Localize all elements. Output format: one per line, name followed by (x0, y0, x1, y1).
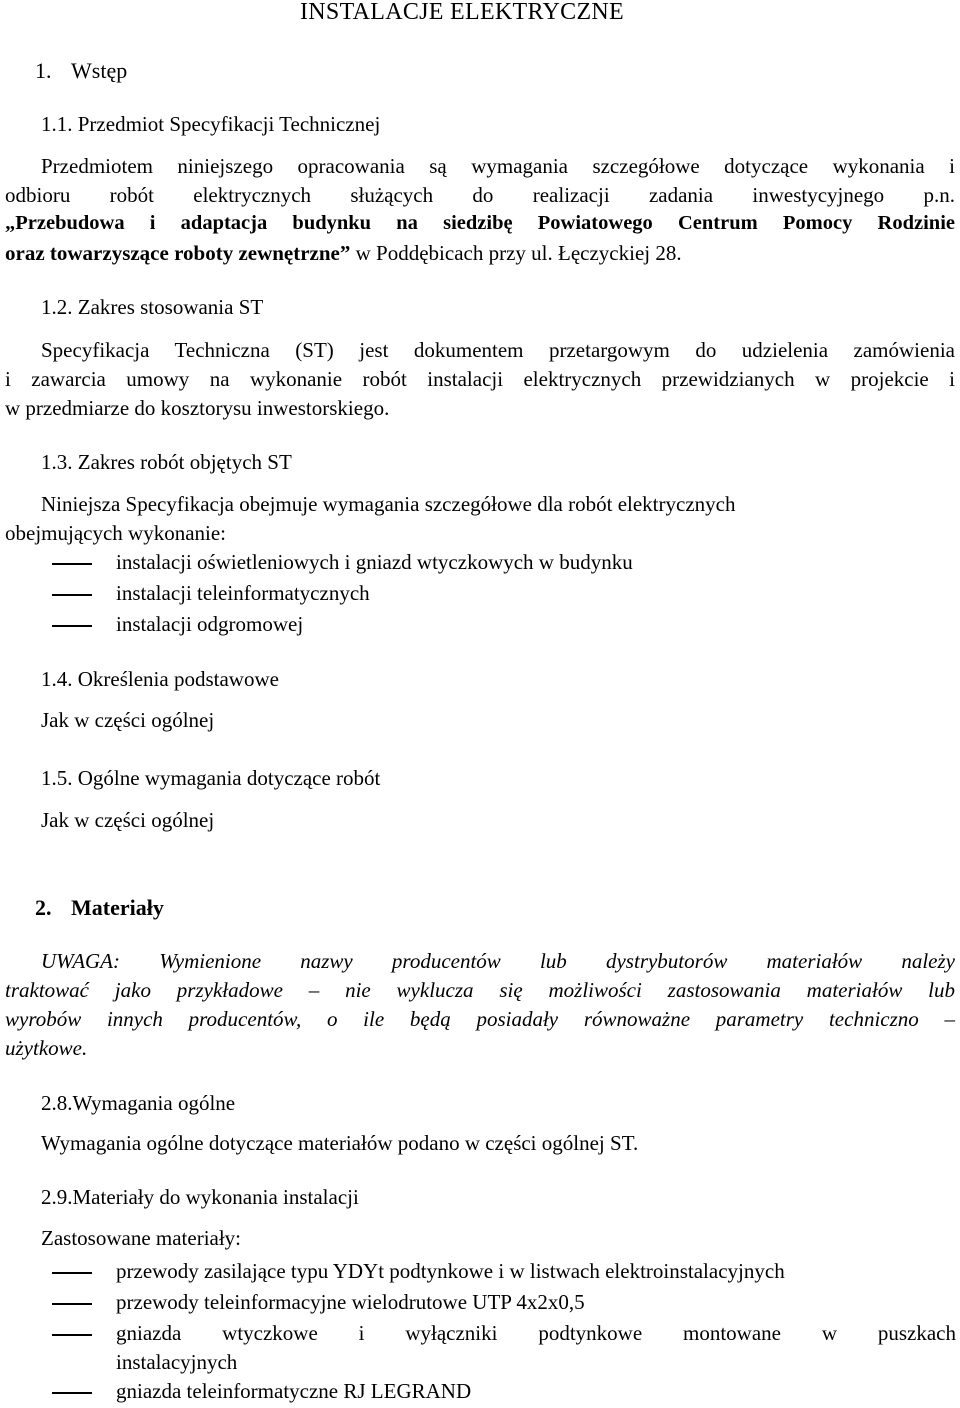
list-dash (52, 625, 92, 627)
s29-list-item: przewody teleinformacyjne wielodrutowe UTP 4x2x0,5 (116, 1290, 585, 1314)
list-dash (52, 1392, 92, 1394)
s29-list-item: gniazda wtyczkowe i wyłączniki podtynkowe montowane w puszkach (116, 1321, 956, 1345)
s11-line-4-rest: w Poddębicach przy ul. Łęczyckiej 28. (350, 241, 682, 265)
note-line-1 (41, 947, 955, 975)
s12-line-1: Specyfikacja Techniczna (ST) jest dokumentem przetargowym do udzielenia zamówienia (41, 338, 955, 362)
section-1-heading: Wstęp (71, 58, 128, 83)
s13-line-1: Niniejsza Specyfikacja obejmuje wymagania szczegółowe dla robót elektrycznych (41, 492, 736, 516)
s13-line-2: obejmujących wykonanie: (5, 521, 227, 545)
s11-line-2: odbioru robót elektrycznych służących do realizacji zadania inwestycyjnego p.n. (5, 183, 955, 207)
section-1-4-heading: 1.4. Określenia podstawowe (41, 667, 279, 691)
note-line-4: użytkowe. (5, 1036, 88, 1060)
s11-line-1: Przedmiotem niniejszego opracowania są wymagania szczegółowe dotyczące wykonania i (41, 154, 955, 178)
s12-line-3: w przedmiarze do kosztorysu inwestorskiego. (5, 396, 390, 420)
list-dash (52, 1334, 92, 1336)
section-1-1-heading: 1.1. Przedmiot Specyfikacji Technicznej (41, 112, 381, 136)
note-line-2: traktować jako przykładowe – nie wyklucza się możliwości zastosowania materiałów lub (5, 978, 955, 1002)
s29-list-item: przewody zasilające typu YDYt podtynkowe i w listwach elektroinstalacyjnych (116, 1259, 785, 1283)
s29-list-item: gniazda teleinformatyczne RJ LEGRAND (116, 1379, 472, 1403)
s12-line-2: i zawarcia umowy na wykonanie robót instalacji elektrycznych przewidzianych w projekcie i (5, 367, 955, 391)
s11-line-4 (5, 239, 955, 267)
s29-intro: Zastosowane materiały: (41, 1226, 242, 1250)
s13-list-item: instalacji teleinformatycznych (116, 581, 370, 605)
s11-line-3-project-name: „Przebudowa i adaptacja budynku na siedzibę Powiatowego Centrum Pomocy Rodzinie (5, 212, 955, 234)
list-dash (52, 594, 92, 596)
list-dash (52, 1303, 92, 1305)
note-line-3: wyrobów innych producentów, o ile będą posiadały równoważne parametry techniczno – (5, 1007, 955, 1031)
section-2-heading: Materiały (71, 895, 164, 920)
s13-list-item: instalacji oświetleniowych i gniazd wtyczkowych w budynku (116, 550, 633, 574)
list-dash (52, 563, 92, 565)
section-2-9-heading: 2.9.Materiały do wykonania instalacji (41, 1185, 359, 1209)
s11-line-4-bold: oraz towarzyszące roboty zewnętrzne” (5, 241, 351, 265)
note-line-1-text: Wymienione nazwy producentów lub dystrybutorów materiałów należy (159, 949, 955, 973)
section-1-number: 1. (35, 58, 52, 83)
s29-list-item-continuation: instalacyjnych (116, 1350, 238, 1374)
section-1-5-heading: 1.5. Ogólne wymagania dotyczące robót (41, 766, 381, 790)
note-label: UWAGA: (41, 949, 121, 973)
section-2-number: 2. (35, 895, 52, 920)
section-1-2-heading: 1.2. Zakres stosowania ST (41, 295, 264, 319)
s13-list-item: instalacji odgromowej (116, 612, 304, 636)
s14-text: Jak w części ogólnej (41, 708, 215, 732)
section-1-3-heading: 1.3. Zakres robót objętych ST (41, 450, 292, 474)
document-title: INSTALACJE ELEKTRYCZNE (300, 0, 624, 25)
list-dash (52, 1272, 92, 1274)
section-2-8-heading: 2.8.Wymagania ogólne (41, 1091, 236, 1115)
s15-text: Jak w części ogólnej (41, 808, 215, 832)
s28-text: Wymagania ogólne dotyczące materiałów podano w części ogólnej ST. (41, 1131, 639, 1155)
